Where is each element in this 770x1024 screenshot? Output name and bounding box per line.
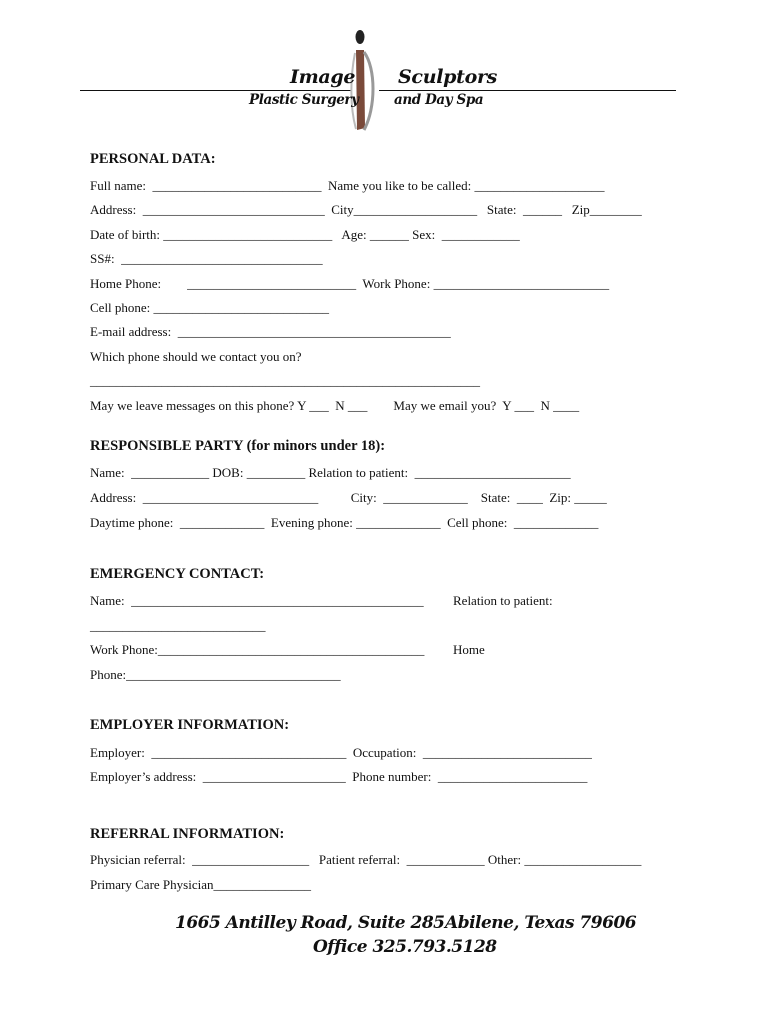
employer-field[interactable]: Employer: ______________________________ Occupation: __________________________ [90,745,592,760]
section-heading: RESPONSIBLE PARTY (for minors under 18): [90,438,386,454]
logo-word-image: Image [290,66,356,88]
emergency-work-phone-field[interactable]: Work Phone:_________________________________________ [90,642,425,657]
home-phone-field[interactable]: Home Phone: __________________________ Work Phone: ___________________________ [90,276,610,291]
section-heading: REFERRAL INFORMATION: [90,826,285,842]
cell-phone-field[interactable]: Cell phone: ___________________________ [90,300,330,315]
footer-city: Abilene, Texas 79606 [445,913,637,933]
contact-phone-question: Which phone should we contact you on? [90,349,302,364]
section-heading: EMERGENCY CONTACT: [90,566,265,582]
section-heading: EMPLOYER INFORMATION: [90,717,290,733]
logo-word-sculptors: Sculptors [398,66,498,88]
contact-phone-field[interactable]: ____________________________________________________________ [90,373,480,388]
footer-office-phone: Office 325.793.5128 [313,937,497,957]
responsible-name-field[interactable]: Name: ____________ DOB: _________ Relation to patient: ________________________ [90,465,571,480]
date-of-birth-field[interactable]: Date of birth: __________________________ Age: ______ Sex: ____________ [90,227,520,242]
primary-care-field[interactable]: Primary Care Physician_______________ [90,877,311,892]
address-field[interactable]: Address: ____________________________ City___________________ State: ______ Zip________ [90,202,642,217]
ssn-field[interactable]: SS#: _______________________________ [90,251,323,266]
responsible-address-field[interactable]: Address: ___________________________ City: _____________ State: ____ Zip: _____ [90,490,607,505]
emergency-relation-field[interactable]: ___________________________ [90,618,266,633]
employer-address-field[interactable]: Employer’s address: ______________________ Phone number: _______________________ [90,769,588,784]
emergency-home-label: Home [453,642,485,657]
email-field[interactable]: E-mail address: __________________________________________ [90,324,451,339]
emergency-name-field[interactable]: Name: _____________________________________________ [90,593,424,608]
full-name-field[interactable]: Full name: __________________________ Name you like to be called: ____________________ [90,178,605,193]
footer-address: 1665 Antilley Road, Suite 285 [175,913,445,933]
emergency-home-phone-field[interactable]: Phone:_________________________________ [90,667,341,682]
logo-sub-day-spa: and Day Spa [394,92,484,108]
referral-field[interactable]: Physician referral: __________________ Patient referral: ____________ Other: __________________ [90,852,642,867]
emergency-relation-label: Relation to patient: [453,593,553,608]
responsible-phone-field[interactable]: Daytime phone: _____________ Evening phone: _____________ Cell phone: _____________ [90,515,599,530]
section-heading: PERSONAL DATA: [90,151,216,167]
logo-sub-plastic-surgery: Plastic Surgery [249,92,359,108]
message-permission-field[interactable]: May we leave messages on this phone? Y ___ N ___ May we email you? Y ___ N ____ [90,398,580,413]
